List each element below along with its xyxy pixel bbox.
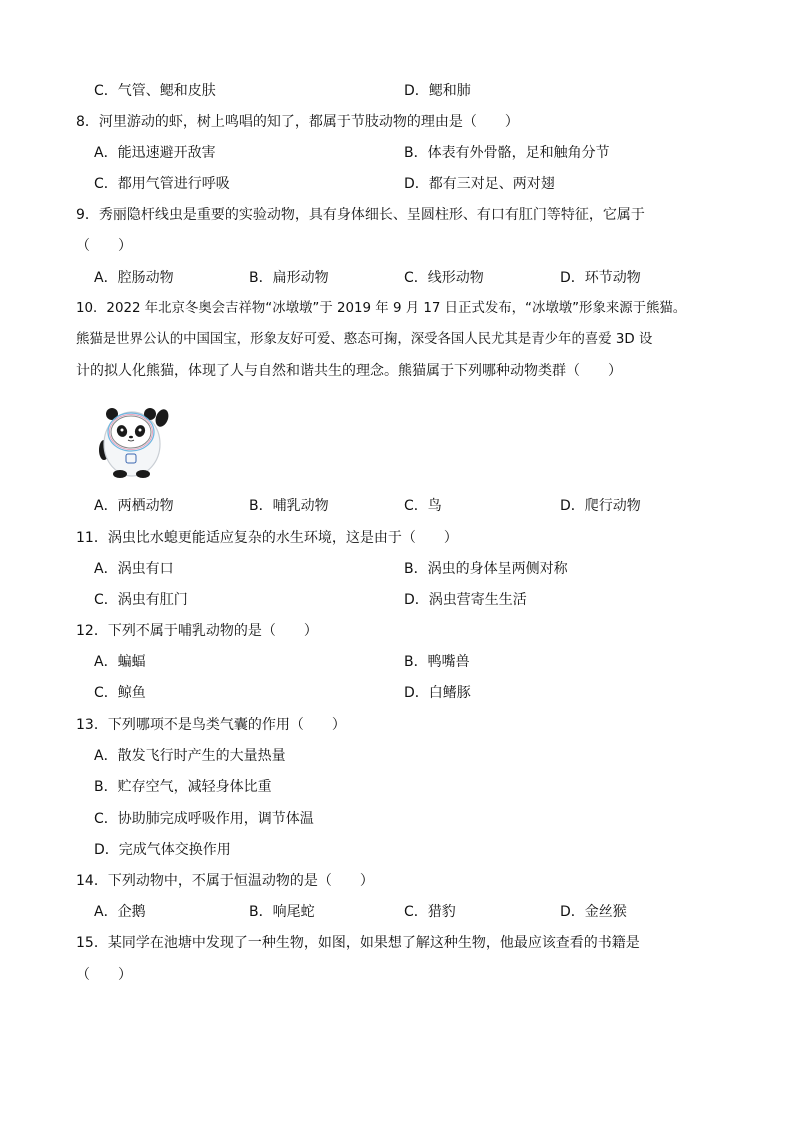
q9-option-a: A．腔肠动物	[94, 270, 174, 286]
q12-stem: 12．下列不属于哺乳动物的是（ ）	[76, 623, 318, 639]
q7-option-c: C．气管、鳃和皮肤	[94, 83, 216, 99]
q10-option-b: B．哺乳动物	[249, 498, 329, 514]
q13-option-c: C．协助肺完成呼吸作用，调节体温	[94, 811, 314, 827]
q12-option-d: D．白鳍豚	[404, 685, 471, 701]
q7-option-d: D．鳃和肺	[404, 83, 471, 99]
q9-option-d: D．环节动物	[560, 270, 641, 286]
q13-option-b: B．贮存空气，减轻身体比重	[94, 779, 272, 795]
q14-option-c: C．猎豹	[404, 904, 456, 920]
q13-option-d: D．完成气体交换作用	[94, 842, 231, 858]
q11-option-d: D．涡虫营寄生生活	[404, 592, 527, 608]
q14-stem: 14．下列动物中，不属于恒温动物的是（ ）	[76, 873, 374, 889]
q15-stem: 15．某同学在池塘中发现了一种生物，如图，如果想了解这种生物，他最应该查看的书籍是	[76, 935, 640, 951]
q10-option-a: A．两栖动物	[94, 498, 174, 514]
q9-stem: 9．秀丽隐杆线虫是重要的实验动物，具有身体细长、呈圆柱形、有口有肛门等特征，它属于	[76, 207, 645, 223]
q10-option-d: D．爬行动物	[560, 498, 641, 514]
q10-stem-line-3: 计的拟人化熊猫，体现了人与自然和谐共生的理念。熊猫属于下列哪种动物类群（ ）	[76, 363, 622, 379]
q14-option-a: A．企鹅	[94, 904, 146, 920]
q9-option-b: B．扁形动物	[249, 270, 329, 286]
q14-option-d: D．金丝猴	[560, 904, 627, 920]
q12-option-a: A．蝙蝠	[94, 654, 146, 670]
q8-stem: 8．河里游动的虾，树上鸣唱的知了，都属于节肢动物的理由是（ ）	[76, 114, 519, 130]
q12-option-b: B．鸭嘴兽	[404, 654, 470, 670]
bing-dwen-dwen-mascot-image	[96, 402, 172, 480]
q15-paren: （ ）	[76, 967, 132, 983]
q8-option-c: C．都用气管进行呼吸	[94, 176, 230, 192]
q9-paren: （ ）	[76, 238, 132, 254]
q10-stem-line-1: 10．2022 年北京冬奥会吉祥物“冰墩墩”于 2019 年 9 月 17 日正式发布，“冰墩墩”形象来源于熊猫。	[76, 301, 687, 316]
q8-option-d: D．都有三对足、两对翅	[404, 176, 555, 192]
q14-option-b: B．响尾蛇	[249, 904, 315, 920]
q13-stem: 13．下列哪项不是鸟类气囊的作用（ ）	[76, 717, 346, 733]
q10-stem-line-2: 熊猫是世界公认的中国国宝，形象友好可爱、憨态可掬，深受各国人民尤其是青少年的喜爱 3D 设	[76, 332, 653, 347]
q8-option-b: B．体表有外骨骼，足和触角分节	[404, 145, 610, 161]
q12-option-c: C．鲸鱼	[94, 685, 146, 701]
q10-option-c: C．鸟	[404, 498, 442, 514]
q9-option-c: C．线形动物	[404, 270, 484, 286]
q8-option-a: A．能迅速避开敌害	[94, 145, 216, 161]
q11-stem: 11．涡虫比水螅更能适应复杂的水生环境，这是由于（ ）	[76, 530, 458, 546]
q11-option-b: B．涡虫的身体呈两侧对称	[404, 561, 568, 577]
q11-option-c: C．涡虫有肛门	[94, 592, 188, 608]
q11-option-a: A．涡虫有口	[94, 561, 174, 577]
q13-option-a: A．散发飞行时产生的大量热量	[94, 748, 286, 764]
